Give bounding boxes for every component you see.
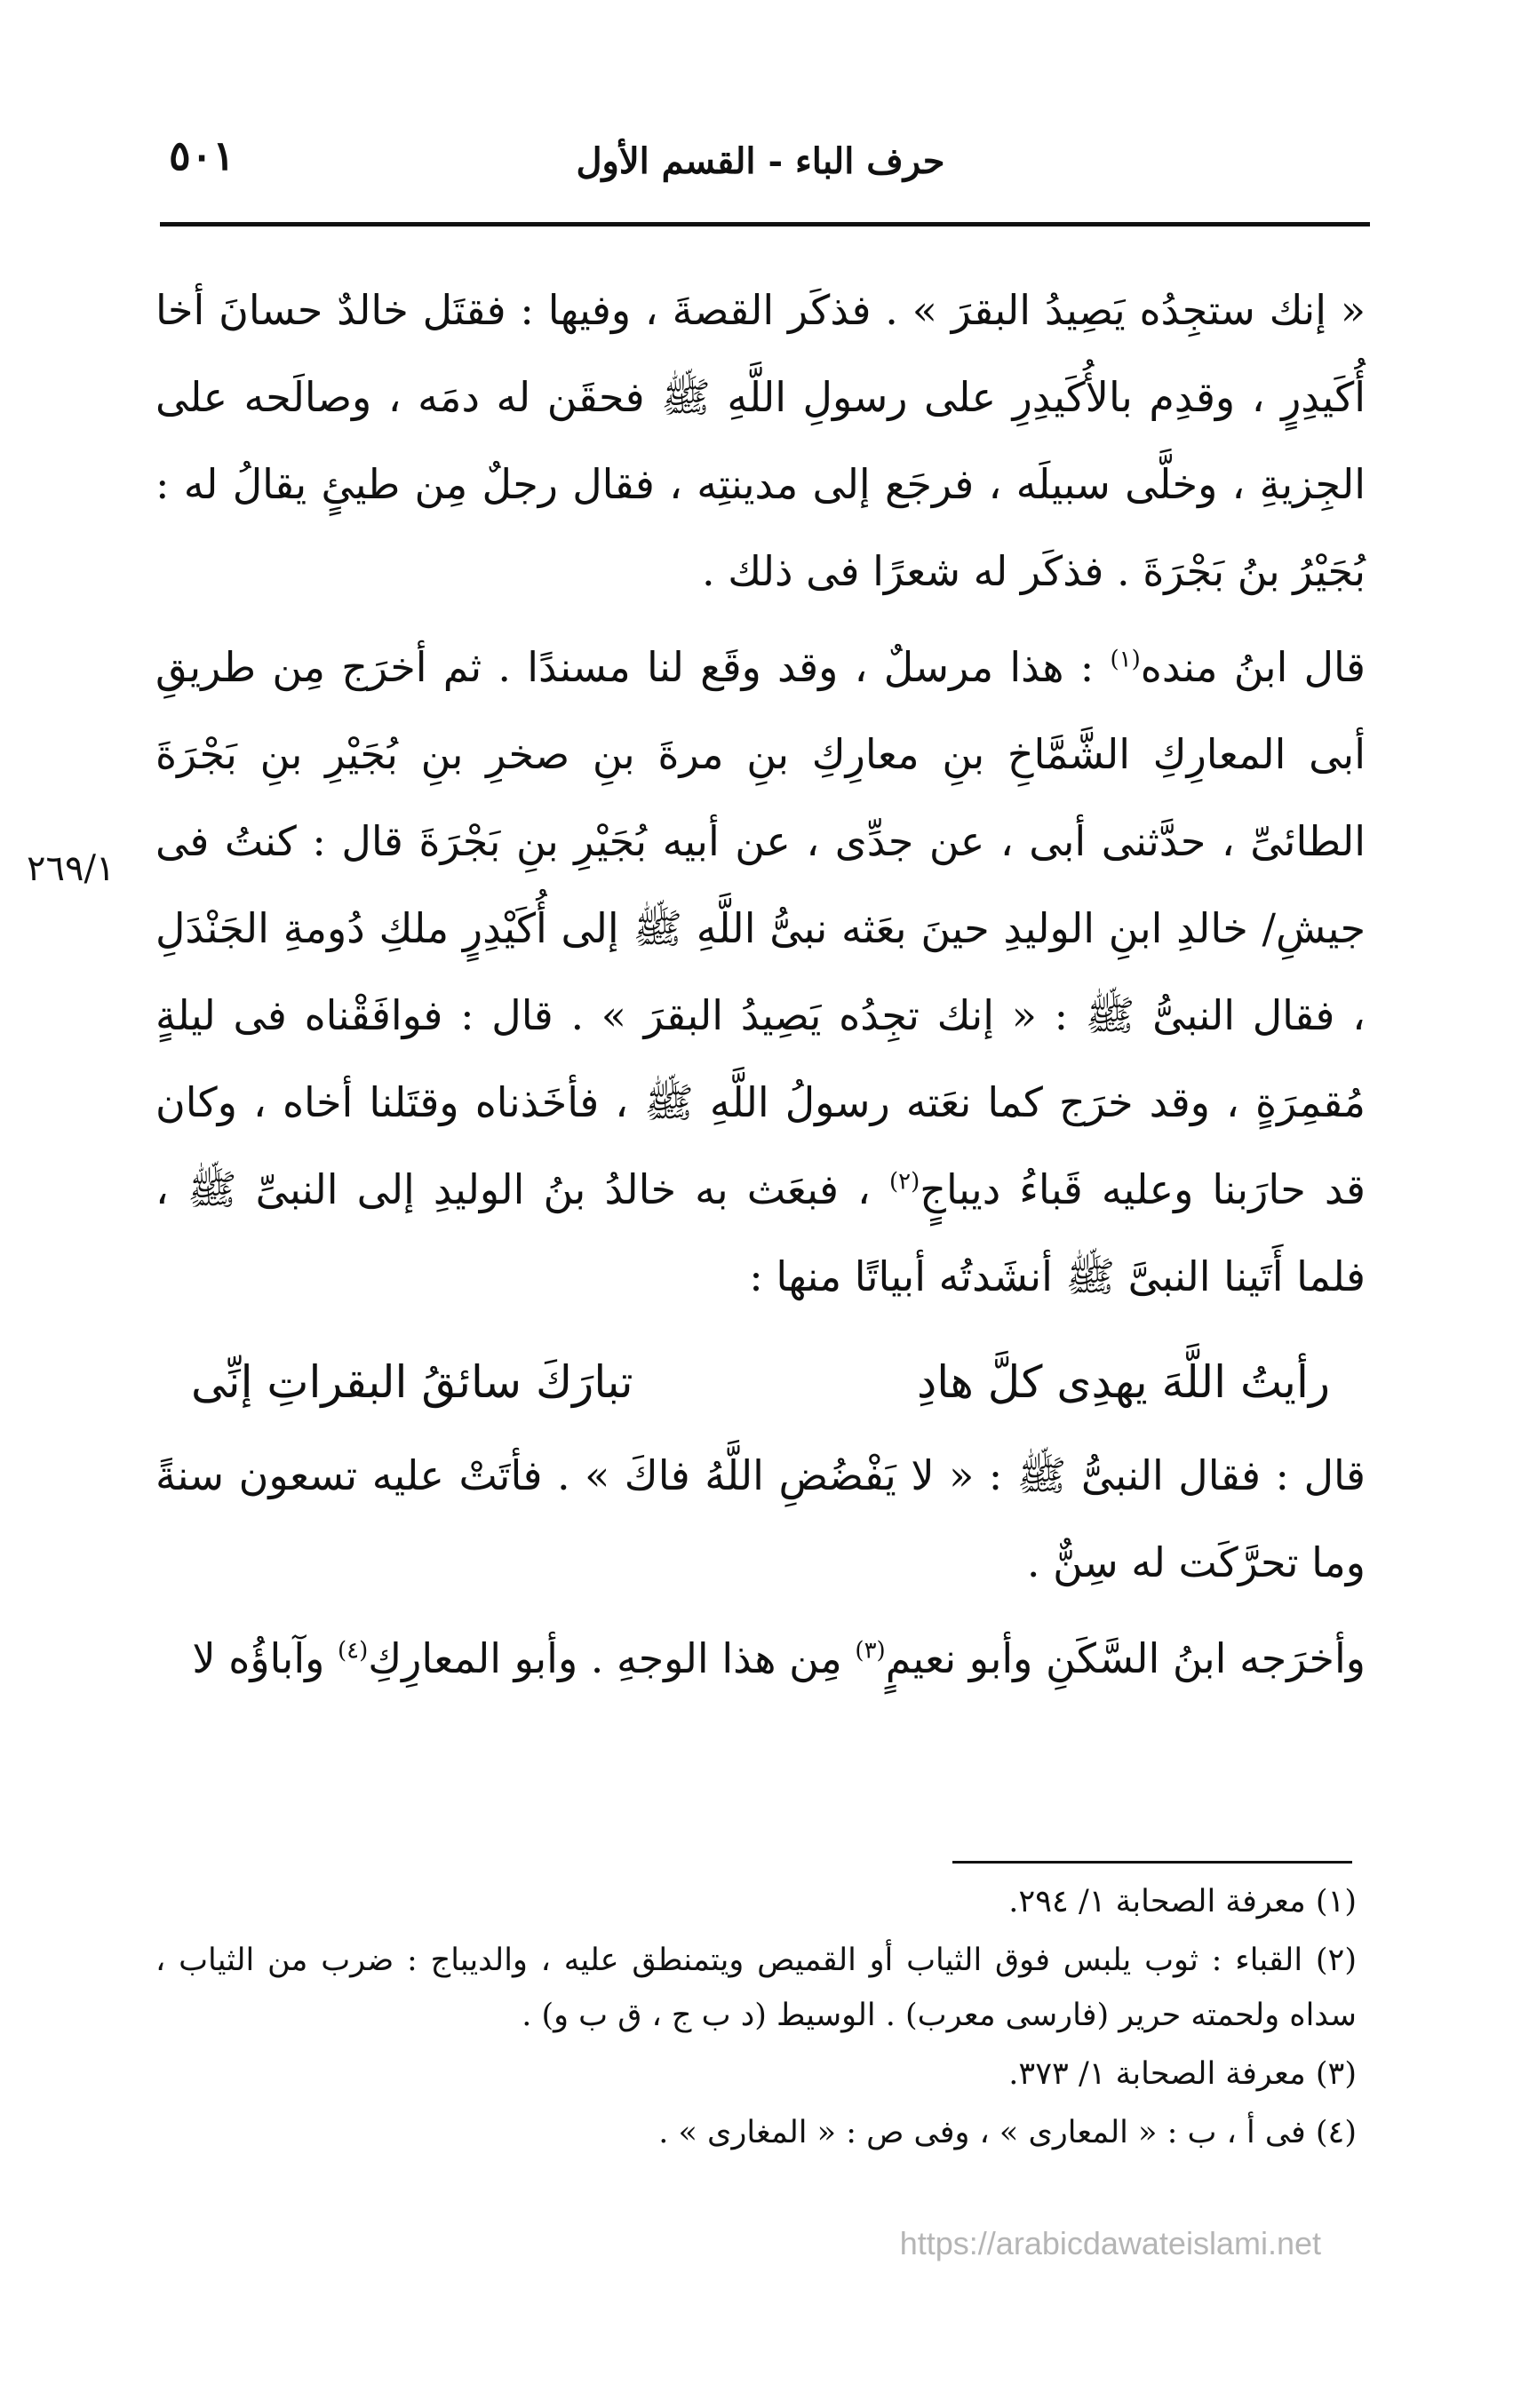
- verse-second-hemistich: تبارَكَ سائقُ البقراتِ إنِّى: [191, 1356, 633, 1408]
- paragraph-4-text-b: مِن هذا الوجهِ . وأبو المعارِكِ: [368, 1634, 856, 1682]
- page-header: [160, 124, 1361, 204]
- paragraph-4-text-c: وآباؤُه لا: [192, 1634, 338, 1682]
- verse-first-hemistich: رأيتُ اللَّهَ يهدِى كلَّ هادِ: [917, 1356, 1330, 1408]
- footnote-4: (٤) فى أ ، ب : « المعارى » ، وفى ص : « المغارى » .: [658, 2115, 1357, 2150]
- poetry-verse: [155, 1338, 1366, 1427]
- paragraph-2-text-c: ، فبعَث به خالدُ بنُ الوليدِ إلى النبىِّ ﷺ ، فلما أَتَينا النبىَّ ﷺ أنشَدتُه أبياتًا منها :: [155, 1165, 1366, 1300]
- paragraph-1-text: « إنك ستجِدُه يَصِيدُ البقرَ » . فذكَر القصةَ ، وفيها : فقتَل خالدٌ حسانَ أخا أُكَيدِرٍ ، وقدِم بالأُكَيدِرِ على رسولِ اللَّهِ ﷺ فحقَن له دمَه ، وصالَحه على الجِزيةِ ، وخلَّى سبيلَه ، فرجَع إلى مدينتِه ، فقال رجلٌ مِن طيئٍ يقالُ له : بُجَيْرُ بنُ بَجْرَةَ . فذكَر له شعرًا فى ذلك .: [155, 286, 1366, 595]
- page-number: ٥٠١: [169, 131, 235, 179]
- footnote-ref-2[interactable]: (٢): [889, 1168, 920, 1196]
- header-rule: [160, 222, 1370, 226]
- paragraph-2-text-b: : هذا مرسلٌ ، وقد وقَع لنا مسندًا . ثم أخرَج مِن طريقِ أبى المعارِكِ الشَّمَّاخِ بنِ معارِكِ بنِ مرةَ بنِ صخرِ بنِ بُجَيْرِ بنِ بَجْرَةَ الطائىِّ ، حدَّثنى أبى ، عن جدِّى ، عن أبيه بُجَيْرِ بنِ بَجْرَةَ قال : كنتُ فى جيشِ/ خالدِ ابنِ الوليدِ حينَ بعَثه نبىُّ اللَّهِ ﷺ إلى أُكَيْدِرٍ ملكِ دُومةِ الجَنْدَلِ ، فقال النبىُّ ﷺ : « إنك تجِدُه يَصِيدُ البقرَ » . قال : فوافَقْناه فى ليلةٍ مُقمِرَةٍ ، وقد خرَج كما نعَته رسولُ اللَّهِ ﷺ ، فأخَذناه وقتَلنا أخاه ، وكان قد حارَبنا وعليه قَباءُ ديباجٍ: [155, 643, 1366, 1213]
- watermark-url: https://arabicdawateislami.net: [899, 2225, 1321, 2261]
- paragraph-2: [155, 624, 1366, 1320]
- paragraph-4-text-a: وأخرَجه ابنُ السَّكَنِ وأبو نعيمٍ: [885, 1634, 1366, 1682]
- paragraph-3-text: قال : فقال النبىُّ ﷺ : « لا يَفْضُضِ اللَّهُ فاكَ » . فأتَتْ عليه تسعون سنةً وما تحرَّكَت له سِنٌّ .: [155, 1451, 1366, 1586]
- paragraph-2-text-a: قال ابنُ منده: [1140, 643, 1366, 691]
- running-title: حرف الباء - القسم الأول: [576, 140, 945, 182]
- footnote-ref-1[interactable]: (١): [1110, 646, 1141, 673]
- paragraph-1: [155, 266, 1366, 615]
- footnote-2: (٢) القباء : ثوب يلبس فوق الثياب أو القميص ويتمنطق عليه ، والديباج : ضرب من الثياب ، سداه ولحمته حرير (فارسى معرب) . الوسيط (د ب ج ، ق ب و) .: [155, 1943, 1357, 2033]
- footnote-ref-4[interactable]: (٤): [337, 1637, 369, 1665]
- footnote-1: (١) معرفة الصحابة ١/ ٢٩٤.: [1008, 1884, 1357, 1919]
- footnote-ref-3[interactable]: (٣): [855, 1637, 886, 1665]
- footnotes: [155, 1874, 1357, 2164]
- main-text: [155, 266, 1366, 1711]
- footnote-3: (٣) معرفة الصحابة ١/ ٣٧٣.: [1008, 2056, 1357, 2092]
- margin-folio-note: ٢٦٩/١: [27, 848, 115, 889]
- footnote-separator: [952, 1861, 1352, 1864]
- paragraph-3: [155, 1432, 1366, 1606]
- paragraph-4: [155, 1615, 1366, 1702]
